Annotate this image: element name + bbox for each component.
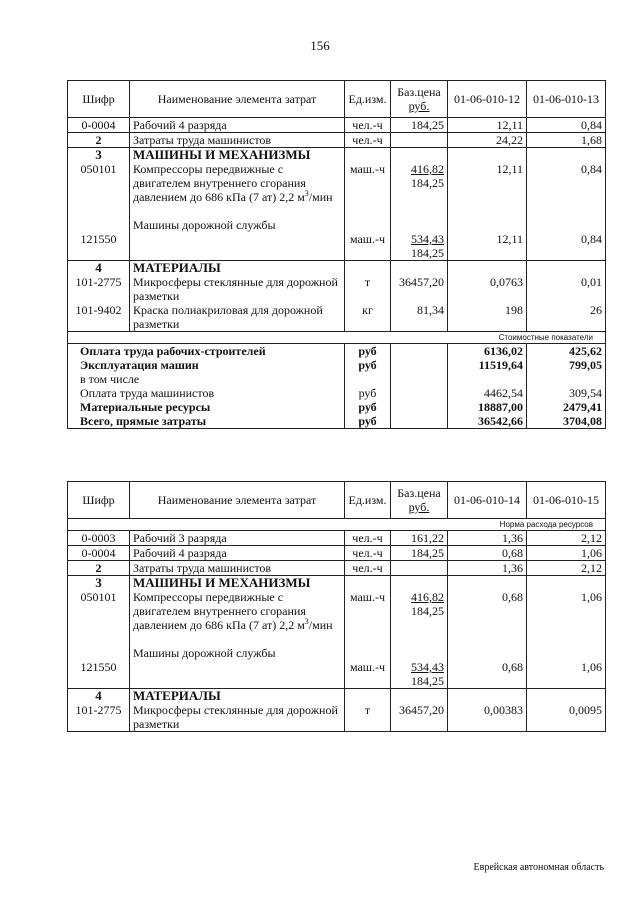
summary-unit xyxy=(345,372,391,386)
section-prices: 416,82 184,25 534,43 184,25 xyxy=(391,148,448,261)
section-prices: 416,82 184,25 534,43 184,25 xyxy=(391,576,448,689)
section-units: т кг xyxy=(345,261,391,332)
section-materials xyxy=(68,261,606,332)
section-names: МАТЕРИАЛЫ Микросферы стеклянные для дорожной разметки xyxy=(130,689,345,732)
section-block: 4 101-2775 101-9402 xyxy=(68,261,130,332)
cell-unit: чел.-ч xyxy=(345,546,391,561)
header-col-a: 01-06-010-14 xyxy=(448,482,527,519)
cell-code: 2 xyxy=(68,561,130,576)
cell-value-b: 1,06 xyxy=(527,546,606,561)
cell-name: Затраты труда машинистов xyxy=(130,561,345,576)
summary-row xyxy=(68,372,606,386)
summary-unit: руб xyxy=(345,358,391,372)
summary-value-b: 3704,08 xyxy=(527,414,606,429)
section-machines xyxy=(68,576,606,689)
section-block: 3 050101 121550 xyxy=(68,148,130,261)
cell-value-a: 1,36 xyxy=(448,531,527,546)
summary-value-a xyxy=(448,372,527,386)
summary-unit: руб xyxy=(345,400,391,414)
cell-code: 0-0003 xyxy=(68,531,130,546)
header-code: Шифр xyxy=(68,482,130,519)
cell-name: Рабочий 4 разряда xyxy=(130,118,345,133)
summary-label: в том числе xyxy=(68,372,345,386)
section-values-a: 12,11 12,11 xyxy=(448,148,527,261)
summary-empty xyxy=(391,372,448,386)
section-block: 4 101-2775 xyxy=(68,689,130,732)
section-names: МАШИНЫ И МЕХАНИЗМЫ Компрессоры передвижные с двигателем внутреннего сгорания давлением до 686 кПа (7 ат) 2,2 $м^3$/мин Машины дорожной службы xyxy=(130,148,345,261)
summary-value-a: 11519,64 xyxy=(448,358,527,372)
summary-unit: руб xyxy=(345,386,391,400)
table-row xyxy=(68,531,606,546)
cell-value-b: 2,12 xyxy=(527,531,606,546)
summary-label: Оплата труда машинистов xyxy=(68,386,345,400)
cell-code: 0-0004 xyxy=(68,118,130,133)
section-values-b: 0,01 26 xyxy=(527,261,606,332)
summary-value-b: 425,62 xyxy=(527,344,606,359)
table-header xyxy=(68,482,606,519)
cell-name: Затраты труда машинистов xyxy=(130,133,345,148)
header-code: Шифр xyxy=(68,81,130,118)
summary-value-b: 309,54 xyxy=(527,386,606,400)
table-row xyxy=(68,561,606,576)
footer-region: Еврейская автономная область xyxy=(473,862,604,873)
table-row xyxy=(68,133,606,148)
cell-unit: чел.-ч xyxy=(345,118,391,133)
page-number: 156 xyxy=(310,38,330,53)
header-col-b: 01-06-010-15 xyxy=(527,482,606,519)
section-units: т xyxy=(345,689,391,732)
summary-row xyxy=(68,344,606,359)
section-values-a: 0,00383 xyxy=(448,689,527,732)
cost-caption-row xyxy=(68,332,606,344)
cell-unit: чел.-ч xyxy=(345,531,391,546)
summary-unit: руб xyxy=(345,414,391,429)
summary-value-a: 6136,02 xyxy=(448,344,527,359)
cell-value-a: 1,36 xyxy=(448,561,527,576)
table-row xyxy=(68,546,606,561)
cell-name: Рабочий 4 разряда xyxy=(130,546,345,561)
section-materials xyxy=(68,689,606,732)
cell-price: 184,25 xyxy=(391,546,448,561)
section-prices: 36457,20 xyxy=(391,689,448,732)
cell-value-b: 2,12 xyxy=(527,561,606,576)
cost-caption: Стоимостные показатели xyxy=(68,332,606,344)
header-name: Наименование элемента затрат xyxy=(130,81,345,118)
norm-caption-row xyxy=(68,519,606,531)
cell-price xyxy=(391,561,448,576)
section-names: МАШИНЫ И МЕХАНИЗМЫ Компрессоры передвижные с двигателем внутреннего сгорания давлением до 686 кПа (7 ат) 2,2 $м^3$/мин Машины дорожной службы xyxy=(130,576,345,689)
summary-row xyxy=(68,386,606,400)
header-unit: Ед.изм. xyxy=(345,482,391,519)
resource-table-1 xyxy=(67,80,606,429)
header-price: Баз.цена руб. xyxy=(391,81,448,118)
summary-empty xyxy=(391,358,448,372)
cell-value-a: 0,68 xyxy=(448,546,527,561)
norm-caption: Норма расхода ресурсов xyxy=(68,519,606,531)
cell-value-b: 0,84 xyxy=(527,118,606,133)
summary-label: Эксплуатация машин xyxy=(68,358,345,372)
summary-unit: руб xyxy=(345,344,391,359)
section-units: маш.-ч маш.-ч xyxy=(345,148,391,261)
section-values-b: 0,84 0,84 xyxy=(527,148,606,261)
section-block: 3 050101 121550 xyxy=(68,576,130,689)
section-machines xyxy=(68,148,606,261)
resource-table-2 xyxy=(67,481,606,732)
summary-value-a: 4462,54 xyxy=(448,386,527,400)
cell-price: 184,25 xyxy=(391,118,448,133)
table-header xyxy=(68,81,606,118)
cell-price xyxy=(391,133,448,148)
table-row xyxy=(68,118,606,133)
cell-price: 161,22 xyxy=(391,531,448,546)
summary-empty xyxy=(391,400,448,414)
section-units: маш.-ч маш.-ч xyxy=(345,576,391,689)
section-values-a: 0,0763 198 xyxy=(448,261,527,332)
section-values-a: 0,68 0,68 xyxy=(448,576,527,689)
header-col-a: 01-06-010-12 xyxy=(448,81,527,118)
cell-code: 2 xyxy=(68,133,130,148)
summary-empty xyxy=(391,414,448,429)
summary-row xyxy=(68,358,606,372)
summary-label: Материальные ресурсы xyxy=(68,400,345,414)
cell-value-a: 24,22 xyxy=(448,133,527,148)
summary-label: Оплата труда рабочих-строителей xyxy=(68,344,345,359)
cell-name: Рабочий 3 разряда xyxy=(130,531,345,546)
header-price: Баз.цена руб. xyxy=(391,482,448,519)
summary-label: Всего, прямые затраты xyxy=(68,414,345,429)
cell-value-b: 1,68 xyxy=(527,133,606,148)
cell-code: 0-0004 xyxy=(68,546,130,561)
summary-value-a: 36542,66 xyxy=(448,414,527,429)
summary-row xyxy=(68,400,606,414)
cell-unit: чел.-ч xyxy=(345,561,391,576)
cell-unit: чел.-ч xyxy=(345,133,391,148)
summary-value-b: 2479,41 xyxy=(527,400,606,414)
header-col-b: 01-06-010-13 xyxy=(527,81,606,118)
section-names: МАТЕРИАЛЫ Микросферы стеклянные для дорожной разметки Краска полиакриловая для дорожной разметки xyxy=(130,261,345,332)
header-name: Наименование элемента затрат xyxy=(130,482,345,519)
section-values-b: 1,06 1,06 xyxy=(527,576,606,689)
summary-value-b: 799,05 xyxy=(527,358,606,372)
summary-value-b xyxy=(527,372,606,386)
summary-empty xyxy=(391,386,448,400)
summary-empty xyxy=(391,344,448,359)
section-values-b: 0,0095 xyxy=(527,689,606,732)
summary-value-a: 18887,00 xyxy=(448,400,527,414)
section-prices: 36457,20 81,34 xyxy=(391,261,448,332)
header-unit: Ед.изм. xyxy=(345,81,391,118)
summary-row xyxy=(68,414,606,429)
cell-value-a: 12,11 xyxy=(448,118,527,133)
